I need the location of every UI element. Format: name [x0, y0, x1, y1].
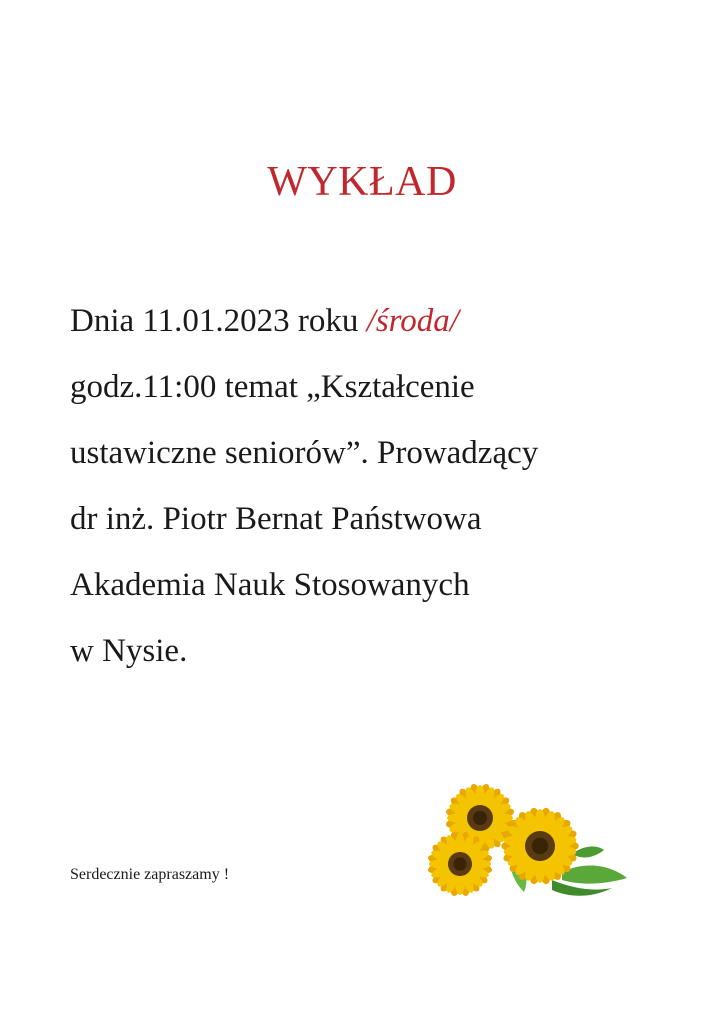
body-line-4: dr inż. Piotr Bernat Państwowa	[70, 501, 482, 537]
body-line-3: ustawiczne seniorów”. Prowadzący	[70, 435, 539, 471]
flower-center-inner	[532, 838, 549, 855]
invitation-text: Serdecznie zapraszamy !	[70, 866, 230, 883]
body-line-5: Akademia Nauk Stosowanych	[70, 567, 470, 603]
announcement-text	[70, 288, 670, 684]
date-text: Dnia 11.01.2023 roku	[70, 303, 367, 339]
flower-center-inner	[453, 857, 466, 870]
body-line-1	[70, 288, 670, 354]
body-line-2: godz.11:00 temat „Kształcenie	[70, 369, 475, 405]
flower-layer	[427, 783, 579, 897]
body-line-6: w Nysie.	[70, 633, 188, 669]
sunflowers-icon	[412, 780, 632, 905]
weekday-text: /środa/	[366, 303, 459, 339]
flower-center-inner	[473, 811, 487, 825]
leaf-shape	[562, 865, 627, 883]
page-title: WYKŁAD	[267, 159, 457, 205]
